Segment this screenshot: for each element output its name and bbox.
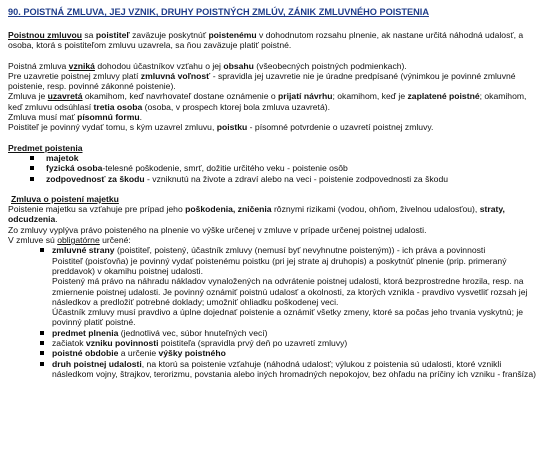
predmet-list (8, 153, 538, 184)
text: sa (82, 30, 96, 40)
term-vznika: vzniká (68, 60, 95, 71)
item-text: - vzniknutú na živote a zdraví alebo na veci - poistenie zodpovednosti za škodu (144, 173, 449, 184)
intro-paragraph-1 (8, 30, 538, 51)
term-strata: straty, odcudzenia (8, 204, 505, 225)
obligatory-list (8, 245, 538, 255)
document-page (8, 7, 538, 379)
list-item (8, 359, 538, 380)
text: . (55, 214, 58, 225)
term-zmluvna-volnost: zmluvná voľnosť (140, 70, 211, 81)
text: v dohodnutom rozsahu plnenie, ak nastane určitá náhodná udalosť, a osoba, ktorá s poistiteľom zmluvu uzavrela, sa ňou zaväzuje platiť poistné. (8, 30, 524, 51)
item-text: -telesné poškodenie, smrť, dožitie určitého veku - poistenie osôb (102, 163, 348, 174)
term-obsah: obsahu (223, 60, 254, 71)
item-label: majetok (46, 152, 79, 163)
item-label: predmet plnenia (52, 327, 119, 338)
item-label: druh poistnej udalosti (52, 358, 142, 369)
list-item (8, 328, 538, 338)
bullet-icon (30, 177, 34, 181)
text: dohodou účastníkov vzťahu o jej (94, 60, 224, 71)
item-text: a určenie (118, 348, 159, 359)
section-heading-predmet: Predmet poistenia (8, 142, 83, 153)
text: rôznymi rizikami (vodou, ohňom, živelnou udalosťou), (271, 204, 480, 215)
text: ; okamihom, keď zmluvu odsúhlasí (8, 91, 527, 112)
bullet-icon (30, 156, 34, 160)
document-title: 90. POISTNÁ ZMLUVA, JEJ VZNIK, DRUHY POISTNÝCH ZMLÚV, ZÁNIK ZMLUVNÉHO POISTENIA (8, 7, 429, 17)
text: Poistná zmluva (8, 60, 69, 71)
majetok-paragraph-1 (8, 204, 538, 225)
strany-posteny-text: Poistený má právo na náhradu nákladov vynaložených na odvrátenie poistnej udalosti, ktorá bezprostredne hrozila, resp. na zmiernenie poistnej udalosti. Je povinný oznámiť poistnú udalosť a okolnosti, za ktorých vznikla - pravdivo vysvetliť rozsah jej následkov a predložiť potrebné doklady; umožniť ohliadku poškodenej veci. (52, 276, 528, 307)
section-heading-majetok: Zmluva o poistení majetku (11, 193, 119, 204)
item-text: poistiteľa (spravidla prvý deň po uzavretí zmluvy) (158, 338, 348, 349)
term-pisomna-forma: písomnú formu (77, 112, 140, 123)
text: ; okamihom, keď je (332, 91, 408, 102)
text: . (139, 112, 143, 123)
majetok-paragraph-3 (8, 235, 538, 245)
text: Zmluva je (8, 91, 48, 102)
item-label: poistné obdobie (52, 348, 119, 359)
bullet-icon (40, 248, 44, 252)
text: Pre uzavretie poistnej zmluvy platí (8, 70, 141, 81)
item-text: , na ktorú sa poistenie vzťahuje (náhodná udalosť; výlukou z poistenia sú udalosti, ktoré vznikli následkom vojny, štrajkov, terorizmu, povstania alebo iných hromadných nepokojov, bez ohľadu na príčiny ich vzniku - franšíza) (52, 358, 536, 379)
term-prijatie-navrhu: prijatí návrhu (278, 91, 333, 102)
bullet-icon (40, 341, 44, 345)
item-text: (poistiteľ, poistený, účastník zmluvy (nemusí byť nevyhnutne poisteným)) - ich práva a povinnosti (114, 245, 486, 256)
majetok-paragraph-2: Zo zmluvy vyplýva právo poisteného na plnenie vo výške určenej v zmluve v prípade určenej poistnej udalosti. (8, 224, 427, 235)
intro-paragraph-2 (8, 61, 538, 71)
list-item (8, 348, 538, 358)
list-item (8, 245, 538, 255)
term-poistna-zmluva: Poistnou zmluvou (8, 30, 82, 40)
item-label: zodpovednosť za škodu (46, 173, 145, 184)
item-label: fyzická osoba (46, 163, 103, 174)
text: určené: (99, 235, 131, 246)
text: okamihom, keď navrhovateľ dostane oznámenie o (82, 91, 279, 102)
item-label: výšky poistného (158, 348, 226, 359)
list-item (8, 338, 538, 348)
term-poskodenie: poškodenia, zničenia (185, 204, 272, 215)
term-uzavreta: uzavretá (47, 91, 83, 102)
strany-poistitel-text: Poistiteľ (poisťovňa) je povinný vydať poistenému poistku (pri jej strate aj druhopis) a poskytnúť plnenie (prip. primeraný preddavok) v okamihu poistnej udalosti. (52, 255, 507, 276)
bullet-icon (30, 166, 34, 170)
text: V zmluve sú (8, 235, 58, 246)
term-zaplatene-poistne: zaplatené poistné (407, 91, 480, 102)
term-tretia-osoba: tretia osoba (93, 101, 143, 112)
bullet-icon (40, 362, 44, 366)
text: (osoba, v prospech ktorej bola zmluva uzavretá). (142, 101, 330, 112)
term-poisteny: poistenému (208, 30, 257, 40)
list-item (8, 163, 538, 173)
intro-paragraph-3 (8, 71, 538, 92)
text: zaväzuje poskytnúť (129, 30, 209, 40)
text: Zmluva musí mať (8, 112, 78, 123)
term-poistitel: poistiteľ (95, 30, 130, 40)
text: (všeobecných poistných podmienkach). (253, 60, 407, 71)
obligatory-list-continued (8, 328, 538, 379)
item-label: vzniku povinnosti (85, 338, 159, 349)
intro-paragraph-4 (8, 91, 538, 112)
item-text: (jednotlivá vec, súbor hnuteľných vecí) (118, 327, 268, 338)
text: Poistenie majetku sa vzťahuje pre prípad jeho (8, 204, 186, 215)
term-obligatorne: obligatórne (57, 235, 100, 246)
intro-paragraph-5 (8, 112, 538, 122)
list-item (8, 153, 538, 163)
list-item (8, 174, 538, 184)
text: - spravidla jej uzavretie nie je úradne predpísané (výnimkou je povinné zmluvné poistenie, resp. povinné zákonné poistenie). (8, 70, 516, 92)
item-label: zmluvné strany (52, 245, 115, 256)
item-text: začiatok (52, 338, 86, 349)
bullet-icon (40, 331, 44, 335)
bullet-icon (40, 351, 44, 355)
term-poistka: poistku (216, 122, 248, 133)
text: - písomné potvrdenie o uzavretí poistnej zmluvy. (247, 122, 434, 133)
intro-paragraph-6 (8, 122, 538, 132)
text: Poistiteľ je povinný vydať tomu, s kým uzavrel zmluvu, (8, 122, 217, 133)
strany-ucastnik-text: Účastník zmluvy musí pravdivo a úplne dojednať poistenie a oznámiť všetky zmeny, ktoré sa počas jeho trvania vyskytnú; je povinný platiť poistné. (52, 307, 524, 328)
